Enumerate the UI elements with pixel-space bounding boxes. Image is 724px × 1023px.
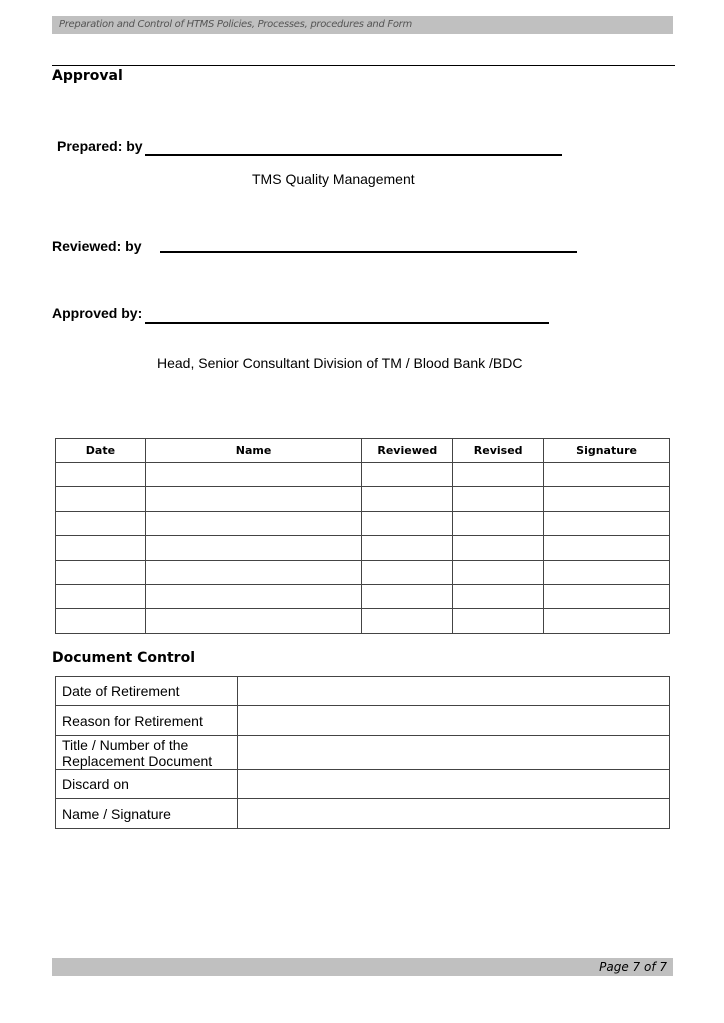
table-cell[interactable] bbox=[145, 560, 362, 584]
column-header-date: Date bbox=[56, 439, 146, 463]
page-number: Page 7 of 7 bbox=[599, 960, 667, 974]
document-control-table bbox=[55, 676, 670, 829]
prepared-by-text: TMS Quality Management bbox=[252, 171, 415, 187]
review-table bbox=[55, 438, 670, 634]
table-row bbox=[56, 770, 670, 799]
row-label: Discard on bbox=[56, 770, 238, 799]
table-row bbox=[56, 736, 670, 770]
table-cell[interactable] bbox=[56, 463, 146, 487]
column-header-revised: Revised bbox=[453, 439, 544, 463]
table-cell[interactable] bbox=[56, 609, 146, 633]
table-cell[interactable] bbox=[362, 511, 453, 535]
table-cell[interactable] bbox=[362, 536, 453, 560]
table-row bbox=[56, 487, 670, 511]
table-row bbox=[56, 511, 670, 535]
table-cell[interactable] bbox=[544, 584, 670, 608]
table-cell[interactable] bbox=[453, 584, 544, 608]
row-value[interactable] bbox=[238, 706, 670, 736]
row-label: Reason for Retirement bbox=[56, 706, 238, 736]
table-row bbox=[56, 536, 670, 560]
row-label: Date of Retirement bbox=[56, 677, 238, 706]
approved-label: Approved by: bbox=[52, 305, 143, 321]
table-cell[interactable] bbox=[145, 536, 362, 560]
table-cell[interactable] bbox=[145, 584, 362, 608]
table-cell[interactable] bbox=[453, 609, 544, 633]
table-row bbox=[56, 463, 670, 487]
prepared-label: Prepared: by bbox=[57, 138, 143, 154]
table-cell[interactable] bbox=[362, 560, 453, 584]
column-header-signature: Signature bbox=[544, 439, 670, 463]
row-value[interactable] bbox=[238, 677, 670, 706]
table-cell[interactable] bbox=[56, 511, 146, 535]
table-cell[interactable] bbox=[145, 463, 362, 487]
table-cell[interactable] bbox=[56, 560, 146, 584]
table-cell[interactable] bbox=[544, 511, 670, 535]
table-row bbox=[56, 706, 670, 736]
table-cell[interactable] bbox=[453, 536, 544, 560]
table-cell[interactable] bbox=[544, 536, 670, 560]
table-cell[interactable] bbox=[362, 584, 453, 608]
table-row bbox=[56, 677, 670, 706]
table-cell[interactable] bbox=[544, 463, 670, 487]
table-row bbox=[56, 609, 670, 633]
table-cell[interactable] bbox=[362, 487, 453, 511]
row-value[interactable] bbox=[238, 770, 670, 799]
header-bar bbox=[52, 16, 673, 34]
row-value[interactable] bbox=[238, 736, 670, 770]
prepared-signature-line bbox=[145, 154, 562, 156]
table-cell[interactable] bbox=[56, 584, 146, 608]
document-control-heading: Document Control bbox=[52, 650, 195, 666]
table-cell[interactable] bbox=[56, 536, 146, 560]
table-cell[interactable] bbox=[362, 463, 453, 487]
row-label: Title / Number of the Replacement Document bbox=[56, 736, 238, 770]
table-cell[interactable] bbox=[145, 609, 362, 633]
header-title: Preparation and Control of HTMS Policies, Processes, procedures and Form bbox=[59, 19, 412, 30]
footer-bar bbox=[52, 958, 673, 976]
table-row bbox=[56, 799, 670, 829]
table-cell[interactable] bbox=[145, 487, 362, 511]
row-value[interactable] bbox=[238, 799, 670, 829]
reviewed-label: Reviewed: by bbox=[52, 238, 142, 254]
table-header-row bbox=[56, 439, 670, 463]
approved-signature-line bbox=[145, 322, 549, 324]
table-cell[interactable] bbox=[362, 609, 453, 633]
table-cell[interactable] bbox=[544, 609, 670, 633]
table-cell[interactable] bbox=[453, 560, 544, 584]
divider bbox=[52, 65, 675, 66]
approval-heading: Approval bbox=[52, 68, 123, 84]
column-header-name: Name bbox=[145, 439, 362, 463]
table-row bbox=[56, 584, 670, 608]
table-cell[interactable] bbox=[544, 487, 670, 511]
approved-by-text: Head, Senior Consultant Division of TM / Blood Bank /BDC bbox=[157, 355, 523, 371]
row-label: Name / Signature bbox=[56, 799, 238, 829]
table-row bbox=[56, 560, 670, 584]
table-cell[interactable] bbox=[453, 511, 544, 535]
table-cell[interactable] bbox=[453, 463, 544, 487]
table-cell[interactable] bbox=[145, 511, 362, 535]
reviewed-signature-line bbox=[160, 251, 577, 253]
table-cell[interactable] bbox=[453, 487, 544, 511]
table-cell[interactable] bbox=[56, 487, 146, 511]
column-header-reviewed: Reviewed bbox=[362, 439, 453, 463]
table-cell[interactable] bbox=[544, 560, 670, 584]
